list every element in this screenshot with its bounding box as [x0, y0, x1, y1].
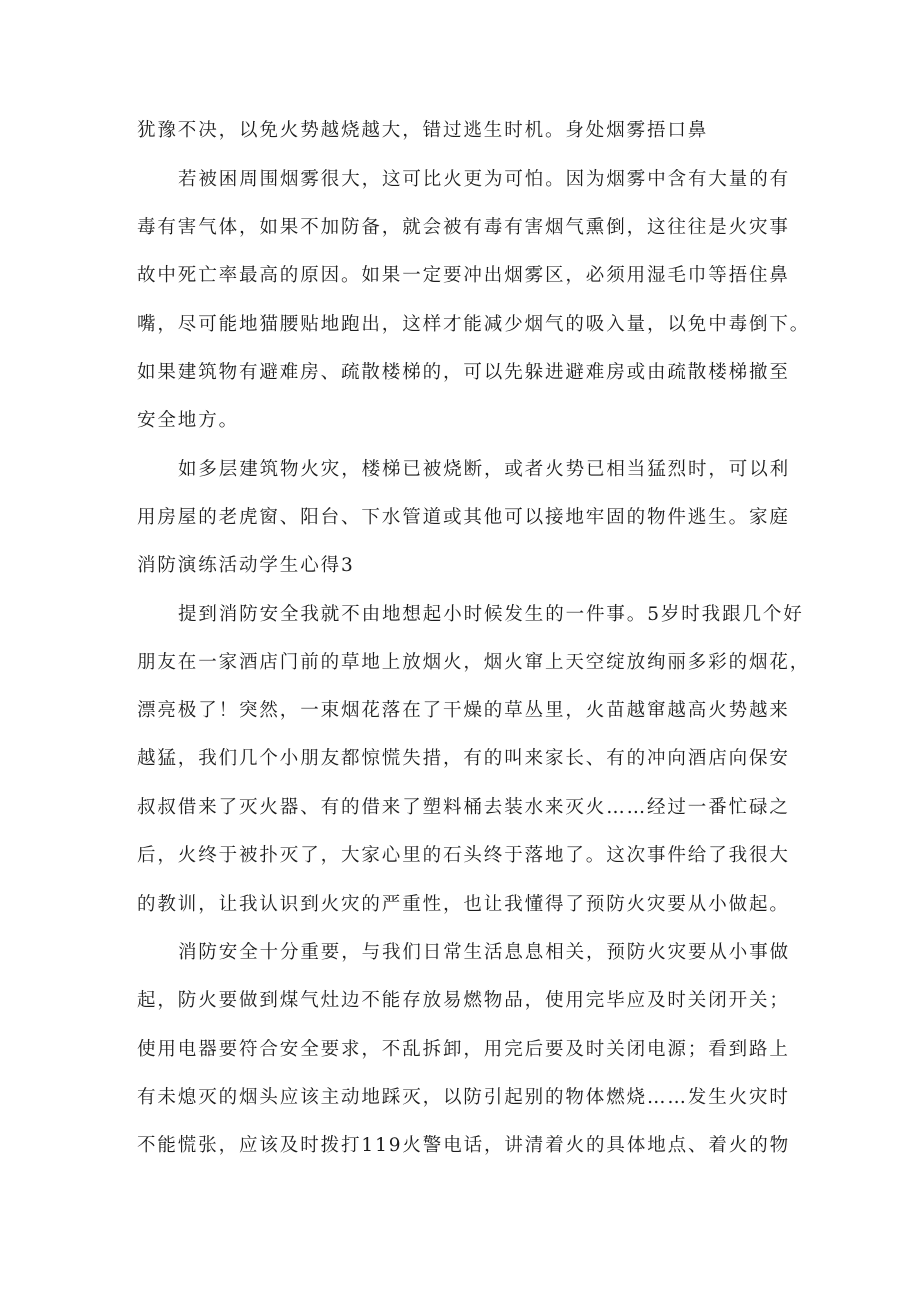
text-line: 若被困周围烟雾很大，这可比火更为可怕。因为烟雾中含有大量的有 — [178, 169, 791, 190]
text-line: 有未熄灭的烟头应该主动地踩灭，以防引起别的物体燃烧……发生火灾时 — [137, 1087, 790, 1108]
text-line: 漂亮极了！突然，一束烟花落在了干燥的草丛里，火苗越窜越高火势越来 — [137, 700, 790, 721]
text-line: 使用电器要符合安全要求，不乱拆卸，用完后要及时关闭电源；看到路上 — [137, 1039, 790, 1060]
text-line: 提到消防安全我就不由地想起小时候发生的一件事。5岁时我跟几个好 — [178, 604, 804, 625]
text-line: 如果建筑物有避难房、疏散楼梯的，可以先躲进避难房或由疏散楼梯撤至 — [137, 362, 790, 383]
text-line: 消防安全十分重要，与我们日常生活息息相关，预防火灾要从小事做 — [178, 942, 791, 963]
text-line: 安全地方。 — [137, 410, 240, 431]
text-line: 后，火终于被扑灭了，大家心里的石头终于落地了。这次事件给了我很大 — [137, 845, 790, 866]
text-line: 犹豫不决，以免火势越烧越大，错过逃生时机。身处烟雾捂口鼻 — [137, 120, 709, 141]
text-line: 朋友在一家酒店门前的草地上放烟火，烟火窜上天空绽放绚丽多彩的烟花， — [137, 652, 811, 673]
text-line: 毒有害气体，如果不加防备，就会被有毒有害烟气熏倒，这往往是火灾事 — [137, 217, 790, 238]
text-line: 嘴，尽可能地猫腰贴地跑出，这样才能减少烟气的吸入量，以免中毒倒下。 — [137, 314, 811, 335]
text-line: 的教训，让我认识到火灾的严重性，也让我懂得了预防火灾要从小做起。 — [137, 894, 790, 915]
text-line: 越猛，我们几个小朋友都惊慌失措，有的叫来家长、有的冲向酒店向保安 — [137, 748, 790, 769]
text-line: 叔叔借来了灭火器、有的借来了塑料桶去装水来灭火……经过一番忙碌之 — [137, 797, 790, 818]
text-line: 故中死亡率最高的原因。如果一定要冲出烟雾区，必须用湿毛巾等捂住鼻 — [137, 265, 790, 286]
text-line: 用房屋的老虎窗、阳台、下水管道或其他可以接地牢固的物件逃生。家庭 — [137, 507, 790, 528]
text-line: 如多层建筑物火灾，楼梯已被烧断，或者火势已相当猛烈时，可以利 — [178, 459, 791, 480]
section-heading: 消防演练活动学生心得3 — [137, 555, 355, 576]
text-line: 起，防火要做到煤气灶边不能存放易燃物品，使用完毕应及时关闭开关； — [137, 990, 790, 1011]
text-line: 不能慌张，应该及时拨打119火警电话，讲清着火的具体地点、着火的物 — [137, 1135, 791, 1156]
